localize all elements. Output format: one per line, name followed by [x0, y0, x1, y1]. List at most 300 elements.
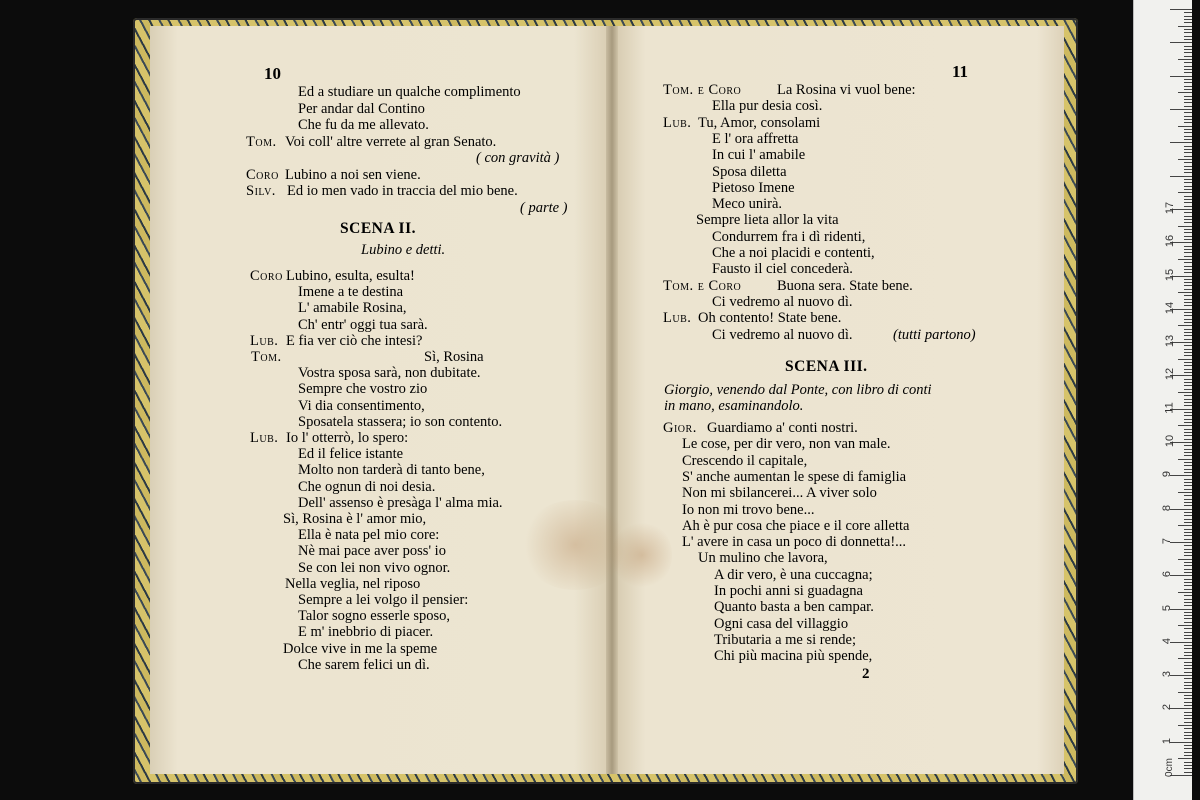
ruler-tick — [1184, 662, 1192, 663]
ruler-tick — [1184, 652, 1192, 653]
ruler-tick — [1184, 339, 1192, 340]
ruler-number: 7 — [1161, 537, 1174, 544]
ruler-tick — [1184, 249, 1192, 250]
ruler-tick — [1184, 389, 1192, 390]
speaker-label: Tom. e Coro — [663, 277, 742, 294]
ruler-tick — [1184, 612, 1192, 613]
ruler-tick — [1170, 609, 1192, 610]
speaker-label: Lub. — [250, 430, 279, 446]
ruler-tick — [1184, 196, 1192, 197]
ruler-tick — [1184, 705, 1192, 706]
ruler-tick — [1184, 435, 1192, 436]
verse-line: In pochi anni si guadagna — [714, 583, 863, 599]
verse-line: Lubino, esulta, esulta! — [286, 268, 415, 284]
ruler-tick — [1184, 535, 1192, 536]
ruler-tick — [1184, 16, 1192, 17]
verse-line: Chi più macina più spende, — [714, 648, 873, 665]
verse-line: Fausto il ciel concederà. — [712, 261, 853, 278]
ruler-tick — [1184, 365, 1192, 366]
ruler-tick — [1184, 499, 1192, 500]
ruler-tick — [1184, 552, 1192, 553]
ruler-tick — [1184, 172, 1192, 173]
ruler-tick — [1184, 628, 1192, 629]
verse-line: Guardiamo a' conti nostri. — [707, 420, 858, 436]
ruler-tick — [1184, 329, 1192, 330]
verse-line: Sì, Rosina è l' amor mio, — [283, 511, 427, 527]
verse-line: E fia ver ciò che intesi? — [286, 332, 423, 349]
ruler-tick — [1184, 385, 1192, 386]
ruler-tick — [1184, 412, 1192, 413]
ruler-tick — [1184, 19, 1192, 20]
ruler-tick — [1170, 475, 1192, 476]
signature-mark: 2 — [862, 666, 870, 682]
ruler-tick — [1184, 86, 1192, 87]
ruler-tick — [1170, 742, 1192, 743]
ruler-tick — [1178, 292, 1192, 293]
ruler-tick — [1184, 638, 1192, 639]
verse-line: Ella pur desia così. — [712, 98, 823, 115]
verse-line: Le cose, per dir vero, non van male. — [682, 436, 891, 453]
ruler-tick — [1184, 582, 1192, 583]
ruler-tick — [1184, 382, 1192, 383]
ruler-tick — [1184, 415, 1192, 416]
ruler-tick — [1184, 429, 1192, 430]
ruler-tick — [1184, 72, 1192, 73]
ruler-tick — [1184, 565, 1192, 566]
ruler-tick — [1184, 515, 1192, 516]
scene-heading-2: SCENA II. — [340, 220, 416, 237]
ruler-tick — [1184, 482, 1192, 483]
ruler-tick — [1184, 315, 1192, 316]
ruler-tick — [1184, 695, 1192, 696]
ruler-tick — [1184, 495, 1192, 496]
ruler-tick — [1184, 668, 1192, 669]
ruler-tick — [1184, 266, 1192, 267]
ruler-tick — [1178, 692, 1192, 693]
ruler-tick — [1170, 9, 1192, 10]
verse-line: Oh contento! State bene. — [698, 310, 842, 327]
ruler-tick — [1184, 279, 1192, 280]
ruler-tick — [1184, 156, 1192, 157]
verse-line: Molto non tarderà di tanto bene, — [298, 462, 485, 479]
ruler-number: 14 — [1164, 301, 1177, 314]
ruler-tick — [1184, 312, 1192, 313]
scene-subtitle-3b: in mano, esaminandolo. — [664, 398, 804, 414]
ruler-tick — [1184, 745, 1192, 746]
ruler-tick — [1184, 285, 1192, 286]
ruler-tick — [1184, 572, 1192, 573]
verse-line: Sposa diletta — [712, 163, 787, 180]
ruler-tick — [1184, 419, 1192, 420]
verse-line: Io non mi trovo bene... — [682, 501, 815, 518]
ruler-tick — [1184, 732, 1192, 733]
ruler-tick — [1184, 106, 1192, 107]
ruler-number: 5 — [1161, 604, 1174, 611]
ruler-tick — [1184, 502, 1192, 503]
scene-heading-3: SCENA III. — [785, 358, 868, 375]
verse-line: Io l' otterrò, lo spero: — [286, 430, 409, 446]
ruler-tick — [1184, 32, 1192, 33]
ruler-tick — [1170, 542, 1192, 543]
ruler-tick — [1184, 505, 1192, 506]
ruler-tick — [1178, 226, 1192, 227]
ruler-tick — [1178, 359, 1192, 360]
verse-line: Ah è pur cosa che piace e il core alletta — [682, 517, 910, 534]
ruler-tick — [1184, 262, 1192, 263]
ruler-tick — [1184, 236, 1192, 237]
verse-line: Ed a studiare un qualche complimento — [298, 84, 521, 100]
verse-line: Tu, Amor, consolami — [698, 114, 821, 131]
ruler-tick — [1184, 682, 1192, 683]
ruler-tick — [1184, 186, 1192, 187]
verse-line: A dir vero, è una cuccagna; — [714, 566, 873, 583]
ruler-tick — [1184, 345, 1192, 346]
ruler-tick — [1170, 642, 1192, 643]
ruler-tick — [1184, 246, 1192, 247]
verse-line: Imene a te destina — [298, 284, 404, 301]
ruler-tick — [1184, 299, 1192, 300]
scene-subtitle-3a: Giorgio, venendo dal Ponte, con libro di conti — [664, 382, 932, 398]
ruler-tick — [1184, 702, 1192, 703]
verse-line: Per andar dal Contino — [298, 100, 425, 117]
verse-line: In cui l' amabile — [712, 147, 806, 164]
ruler-tick — [1184, 678, 1192, 679]
ruler-tick — [1184, 179, 1192, 180]
speaker-label: Gior. — [663, 420, 697, 436]
verse-line: Quanto basta a ben campar. — [714, 599, 874, 616]
ruler-tick — [1184, 166, 1192, 167]
speaker-label: Lub. — [250, 332, 279, 349]
verse-line: Ch' entr' oggi tua sarà. — [298, 316, 428, 333]
ruler-tick — [1184, 319, 1192, 320]
ruler-tick — [1184, 645, 1192, 646]
ruler-tick — [1184, 462, 1192, 463]
ruler-tick — [1184, 485, 1192, 486]
ruler-tick — [1170, 675, 1192, 676]
ruler-number: 3 — [1161, 671, 1174, 678]
ruler-number: 16 — [1164, 235, 1177, 248]
ruler-tick — [1184, 728, 1192, 729]
ruler-tick — [1184, 269, 1192, 270]
ruler-tick — [1184, 219, 1192, 220]
ruler-number: 10 — [1164, 434, 1177, 448]
speaker-label: Lub. — [663, 114, 692, 131]
ruler-tick — [1170, 109, 1192, 110]
verse-line: L' avere in casa un poco di donnetta!... — [682, 534, 907, 551]
ruler-tick — [1184, 455, 1192, 456]
ruler-tick — [1184, 715, 1192, 716]
ruler-tick — [1184, 405, 1192, 406]
ruler-tick — [1184, 12, 1192, 13]
verse-line: Ella è nata pel mio core: — [298, 527, 440, 544]
ruler-tick — [1184, 665, 1192, 666]
ruler-tick — [1184, 132, 1192, 133]
ruler-tick — [1184, 305, 1192, 306]
stage-direction: (tutti partono) — [893, 326, 976, 343]
verse-line: Ci vedremo al nuovo dì. — [712, 293, 853, 310]
ruler-tick — [1184, 622, 1192, 623]
speaker-label: Coro — [250, 268, 283, 284]
ruler-tick — [1184, 36, 1192, 37]
verse-line: Sempre che vostro zio — [298, 381, 428, 398]
ruler-tick — [1184, 772, 1192, 773]
ruler-tick — [1184, 755, 1192, 756]
ruler-tick — [1184, 712, 1192, 713]
verse-line: La Rosina vi vuol bene: — [777, 82, 916, 98]
ruler-tick — [1178, 192, 1192, 193]
verse-line: Che sarem felici un dì. — [298, 656, 430, 673]
ruler-tick — [1184, 602, 1192, 603]
ruler-number: 13 — [1164, 334, 1177, 348]
verse-line: L' amabile Rosina, — [298, 300, 407, 317]
ruler-tick — [1184, 49, 1192, 50]
ruler-tick — [1184, 149, 1192, 150]
ruler-tick — [1184, 615, 1192, 616]
ruler-number: 15 — [1164, 268, 1177, 281]
ruler-number: 11 — [1163, 401, 1176, 414]
verse-line: Ed il felice istante — [298, 446, 404, 463]
verse-line: Vi dia consentimento, — [298, 397, 425, 414]
ruler-tick — [1184, 302, 1192, 303]
verse-line: Crescendo il capitale, — [682, 452, 808, 469]
verse-line: Che fu da me allevato. — [298, 117, 429, 133]
ruler-tick — [1170, 176, 1192, 177]
verse-line: Un mulino che lavora, — [698, 550, 828, 567]
ruler-tick — [1184, 116, 1192, 117]
ruler-tick — [1184, 239, 1192, 240]
speaker-label: Tom. — [251, 349, 282, 365]
ruler-tick — [1184, 635, 1192, 636]
ruler-number: 17 — [1164, 201, 1177, 215]
verse-line: Sempre lieta allor la vita — [696, 212, 839, 229]
ruler-number: 12 — [1164, 368, 1177, 381]
ruler-tick — [1184, 422, 1192, 423]
ruler-tick — [1184, 119, 1192, 120]
ruler-tick — [1184, 465, 1192, 466]
ruler-tick — [1184, 99, 1192, 100]
ruler-tick — [1184, 735, 1192, 736]
ruler-tick — [1184, 212, 1192, 213]
ruler-tick — [1184, 399, 1192, 400]
ruler-tick — [1184, 112, 1192, 113]
verse-line: Ogni casa del villaggio — [714, 615, 849, 632]
ruler-tick — [1184, 585, 1192, 586]
ruler-tick — [1170, 42, 1192, 43]
ruler-tick — [1184, 289, 1192, 290]
ruler-tick — [1178, 325, 1192, 326]
ruler-tick — [1184, 688, 1192, 689]
verse-line: Che ognun di noi desia. — [298, 478, 436, 495]
ruler-tick — [1184, 372, 1192, 373]
verse-line: E l' ora affretta — [712, 130, 799, 147]
ruler-tick — [1184, 129, 1192, 130]
ruler-unit-label: 0cm — [1163, 758, 1175, 777]
ruler-number: 1 — [1161, 737, 1174, 744]
speaker-label: Tom. — [246, 133, 277, 150]
ruler-tick — [1184, 479, 1192, 480]
ruler-tick — [1184, 595, 1192, 596]
verse-line: Vostra sposa sarà, non dubitate. — [298, 365, 481, 382]
ruler-tick — [1184, 722, 1192, 723]
verse-line: Dolce vive in me la speme — [283, 640, 438, 657]
verse-line: Pietoso Imene — [712, 179, 795, 196]
ruler-number: 4 — [1161, 637, 1174, 644]
ruler-tick — [1184, 632, 1192, 633]
ruler-tick — [1184, 229, 1192, 230]
ruler-tick — [1170, 575, 1192, 576]
ruler-tick — [1184, 529, 1192, 530]
ruler-tick — [1184, 765, 1192, 766]
page-number-left: 10 — [264, 64, 281, 83]
ruler-tick — [1184, 748, 1192, 749]
verse-line: Dell' assenso è presàga l' alma mia. — [298, 494, 503, 511]
ruler-tick — [1184, 62, 1192, 63]
ruler-tick — [1184, 519, 1192, 520]
ruler-tick — [1178, 492, 1192, 493]
ruler-tick — [1184, 206, 1192, 207]
ruler-tick — [1184, 522, 1192, 523]
ruler-tick — [1184, 472, 1192, 473]
verse-line: Talor sogno esserle sposo, — [298, 608, 451, 625]
ruler-tick — [1178, 459, 1192, 460]
speaker-label: Lub. — [663, 310, 692, 327]
ruler-tick — [1178, 26, 1192, 27]
verse-line: Lubino a noi sen viene. — [285, 166, 421, 183]
ruler-tick — [1184, 152, 1192, 153]
paper-stain — [612, 520, 672, 590]
ruler-tick — [1184, 22, 1192, 23]
verse-line: ( con gravità ) — [476, 150, 560, 166]
ruler-tick — [1184, 332, 1192, 333]
ruler-tick — [1184, 562, 1192, 563]
ruler-tick — [1184, 169, 1192, 170]
ruler-tick — [1184, 46, 1192, 47]
ruler-number: 9 — [1161, 471, 1174, 478]
verse-line: Ed io men vado in traccia del mio bene. — [287, 183, 518, 199]
ruler-tick — [1184, 618, 1192, 619]
ruler-tick — [1184, 439, 1192, 440]
ruler-tick — [1178, 59, 1192, 60]
ruler-tick — [1184, 189, 1192, 190]
ruler-number: 2 — [1161, 704, 1174, 711]
verse-line: E m' inebbrio di piacer. — [298, 624, 434, 641]
verse-line: Che a noi placidi e contenti, — [712, 245, 875, 261]
ruler-tick — [1184, 355, 1192, 356]
page-number-right: 11 — [952, 62, 969, 81]
ruler-tick — [1178, 159, 1192, 160]
ruler-tick — [1178, 92, 1192, 93]
ruler-tick — [1184, 445, 1192, 446]
ruler-tick — [1184, 698, 1192, 699]
verse-line: Condurrem fra i dì ridenti, — [712, 228, 866, 245]
ruler-tick — [1184, 66, 1192, 67]
ruler-tick — [1178, 559, 1192, 560]
ruler-tick — [1178, 625, 1192, 626]
ruler-number: 8 — [1161, 504, 1174, 511]
ruler-tick — [1184, 369, 1192, 370]
ruler-number: 6 — [1161, 571, 1174, 578]
ruler-tick — [1184, 605, 1192, 606]
ruler-tick — [1184, 738, 1192, 739]
verse-line: Se con lei non vivo ognor. — [298, 559, 451, 576]
verse-line: Sempre a lei volgo il pensier: — [298, 592, 469, 608]
ruler-tick — [1170, 708, 1192, 709]
ruler-tick — [1184, 216, 1192, 217]
ruler-tick — [1184, 182, 1192, 183]
ruler-tick — [1184, 718, 1192, 719]
ruler-tick — [1184, 349, 1192, 350]
ruler-tick — [1184, 672, 1192, 673]
ruler-tick — [1184, 69, 1192, 70]
ruler-tick — [1184, 252, 1192, 253]
ruler-tick — [1184, 569, 1192, 570]
ruler-tick — [1184, 579, 1192, 580]
verse-line: ( parte ) — [520, 199, 568, 216]
ruler-tick — [1184, 655, 1192, 656]
ruler-tick — [1184, 39, 1192, 40]
ruler-tick — [1184, 532, 1192, 533]
ruler-tick — [1184, 102, 1192, 103]
book-gutter — [606, 26, 618, 774]
ruler-tick — [1178, 658, 1192, 659]
ruler-tick — [1184, 752, 1192, 753]
ruler-tick — [1184, 256, 1192, 257]
ruler-tick — [1184, 79, 1192, 80]
verse-line: Nè mai pace aver poss' io — [298, 543, 446, 560]
speaker-label: Coro — [246, 166, 279, 183]
ruler-tick — [1184, 352, 1192, 353]
ruler-tick — [1178, 259, 1192, 260]
verse-line: Meco unirà. — [712, 196, 783, 213]
ruler-tick — [1184, 335, 1192, 336]
ruler-tick — [1184, 136, 1192, 137]
ruler-tick — [1184, 362, 1192, 363]
ruler-tick — [1184, 29, 1192, 30]
speaker-label: Tom. e Coro — [663, 82, 742, 98]
ruler-tick — [1170, 76, 1192, 77]
ruler-tick — [1184, 395, 1192, 396]
ruler-tick — [1184, 162, 1192, 163]
verse-line: Non mi sbilancerei... A viver solo — [682, 485, 877, 502]
ruler-tick — [1184, 96, 1192, 97]
ruler-tick — [1170, 509, 1192, 510]
ruler-tick — [1170, 142, 1192, 143]
ruler-tick — [1184, 549, 1192, 550]
ruler-tick — [1178, 425, 1192, 426]
ruler-tick — [1178, 758, 1192, 759]
verse-line: S' anche aumentan le spese di famiglia — [682, 468, 907, 485]
verse-line: Nella veglia, nel riposo — [285, 575, 421, 592]
verse-line: Ci vedremo al nuovo dì. — [712, 326, 853, 343]
ruler-tick — [1184, 449, 1192, 450]
verse-line: Sì, Rosina — [424, 349, 484, 365]
ruler-tick — [1184, 56, 1192, 57]
ruler-tick — [1184, 282, 1192, 283]
ruler-tick — [1184, 762, 1192, 763]
ruler-tick — [1184, 139, 1192, 140]
ruler-tick — [1184, 222, 1192, 223]
ruler-tick — [1184, 512, 1192, 513]
ruler-tick — [1184, 146, 1192, 147]
ruler-tick — [1184, 202, 1192, 203]
ruler-tick — [1184, 599, 1192, 600]
ruler-tick — [1184, 469, 1192, 470]
ruler-tick — [1184, 402, 1192, 403]
ruler-tick — [1184, 272, 1192, 273]
ruler-tick — [1184, 539, 1192, 540]
ruler-tick — [1178, 525, 1192, 526]
verse-line: Tributaria a me si rende; — [714, 631, 857, 648]
